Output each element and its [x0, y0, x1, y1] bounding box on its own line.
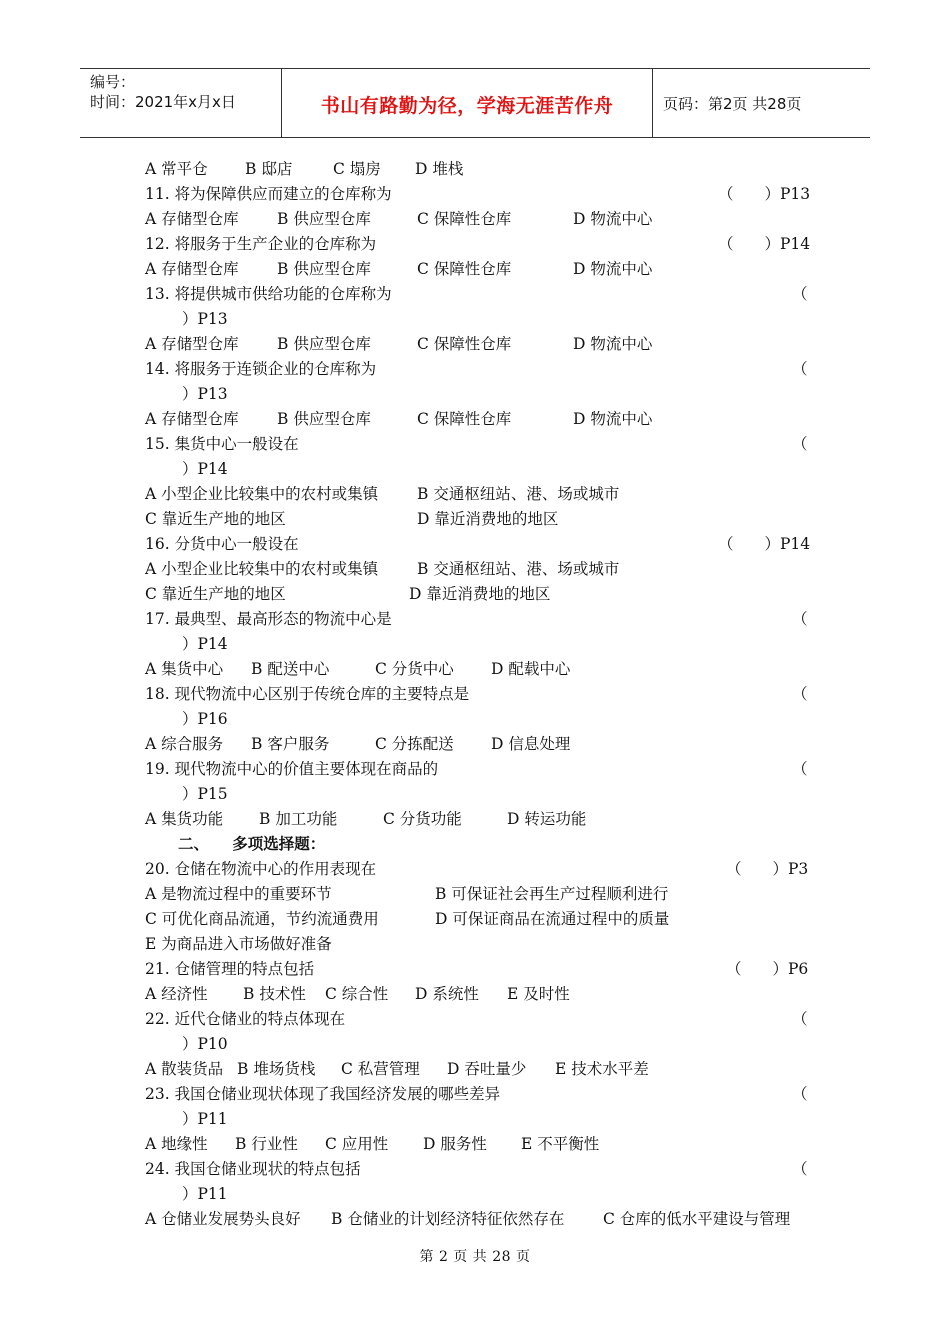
page-reference: （: [792, 1085, 808, 1103]
question-text: 23. 我国仓储业现状体现了我国经济发展的哪些差异: [145, 1085, 501, 1103]
answer-option: B 供应型仓库: [277, 410, 371, 428]
answer-option: D 系统性: [415, 985, 479, 1003]
answer-option: A 小型企业比较集中的农村或集镇: [145, 560, 379, 578]
answer-option: D 物流中心: [573, 210, 653, 228]
answer-option: D 吞吐量少: [447, 1060, 527, 1078]
option-row: [145, 808, 825, 830]
answer-option: C 靠近生产地的地区: [145, 510, 286, 528]
option-row: [145, 158, 825, 180]
answer-option: E 为商品进入市场做好准备: [145, 935, 332, 953]
answer-option: C 分货中心: [375, 660, 454, 678]
question-line: [145, 858, 825, 880]
page-reference-continued: ）P14: [182, 460, 228, 478]
question-text: 21. 仓储管理的特点包括: [145, 960, 315, 978]
answer-option: A 是物流过程中的重要环节: [145, 885, 332, 903]
page-reference-continued: ）P16: [182, 710, 228, 728]
answer-option: B 仓储业的计划经济特征依然存在: [331, 1210, 565, 1228]
answer-option: D 信息处理: [491, 735, 571, 753]
page-reference-continued: ）P10: [182, 1035, 228, 1053]
page-reference: （: [792, 1010, 808, 1028]
question-text: 17. 最典型、最高形态的物流中心是: [145, 610, 392, 628]
answer-option: D 转运功能: [507, 810, 587, 828]
answer-option: C 塌房: [333, 160, 381, 178]
answer-option: B 技术性: [243, 985, 306, 1003]
option-row: [145, 508, 825, 530]
header-meta-cell: [80, 69, 282, 137]
page-reference: （: [792, 435, 808, 453]
question-text: 15. 集货中心一般设在: [145, 435, 299, 453]
answer-option: A 经济性: [145, 985, 208, 1003]
answer-option: A 地缘性: [145, 1135, 208, 1153]
answer-option: A 综合服务: [145, 735, 224, 753]
option-row: [145, 583, 825, 605]
page-reference: （: [792, 360, 808, 378]
option-row: [145, 1058, 825, 1080]
question-line: [145, 1008, 825, 1030]
question-line: [145, 1158, 825, 1180]
option-row: [145, 1133, 825, 1155]
question-line: [145, 283, 825, 305]
question-text: 11. 将为保障供应而建立的仓库称为: [145, 185, 392, 203]
answer-option: A 常平仓: [145, 160, 208, 178]
question-text: 18. 现代物流中心区别于传统仓库的主要特点是: [145, 685, 470, 703]
section-heading: 二、 多项选择题：: [178, 834, 326, 853]
answer-option: C 保障性仓库: [417, 335, 512, 353]
answer-option: C 应用性: [325, 1135, 389, 1153]
answer-option: B 供应型仓库: [277, 210, 371, 228]
answer-option: B 客户服务: [251, 735, 330, 753]
option-row: [145, 908, 825, 930]
question-text: 22. 近代仓储业的特点体现在: [145, 1010, 346, 1028]
answer-option: D 物流中心: [573, 410, 653, 428]
page-reference: （: [792, 685, 808, 703]
question-line: [145, 433, 825, 455]
answer-option: D 靠近消费地的地区: [417, 510, 559, 528]
header-table: [80, 68, 870, 138]
question-text: 13. 将提供城市供给功能的仓库称为: [145, 285, 392, 303]
option-row: [145, 208, 825, 230]
page-reference-continued: ）P13: [182, 310, 228, 328]
option-row: [145, 983, 825, 1005]
answer-option: C 分货功能: [383, 810, 462, 828]
page-reference-continued: ）P11: [182, 1185, 228, 1203]
answer-option: E 技术水平差: [555, 1060, 649, 1078]
page-reference: （: [792, 610, 808, 628]
answer-option: A 存储型仓库: [145, 410, 239, 428]
answer-option: E 及时性: [507, 985, 570, 1003]
page-reference-continued: ）P11: [182, 1110, 228, 1128]
answer-option: C 仓库的低水平建设与管理: [603, 1210, 791, 1228]
answer-option: C 综合性: [325, 985, 389, 1003]
option-row: [145, 1208, 825, 1230]
header-page-label: 页码：第2页 共28页: [663, 95, 802, 113]
answer-option: C 保障性仓库: [417, 260, 512, 278]
answer-option: A 仓储业发展势头良好: [145, 1210, 301, 1228]
question-line: [145, 233, 825, 255]
answer-option: C 保障性仓库: [417, 410, 512, 428]
page-reference: （ ）P6: [726, 960, 809, 978]
header-motto: 书山有路勤为径，学海无涯苦作舟: [320, 95, 614, 117]
option-row: [145, 558, 825, 580]
header-motto-cell: [282, 69, 653, 137]
question-text: 20. 仓储在物流中心的作用表现在: [145, 860, 377, 878]
answer-option: A 集货中心: [145, 660, 224, 678]
page-reference-continued: ）P14: [182, 635, 228, 653]
answer-option: E 不平衡性: [521, 1135, 600, 1153]
option-row: [145, 333, 825, 355]
page-reference: （: [792, 760, 808, 778]
page-reference-continued: ）P15: [182, 785, 228, 803]
answer-option: B 配送中心: [251, 660, 330, 678]
page-reference: （: [792, 1160, 808, 1178]
option-row: [145, 483, 825, 505]
page-reference: （: [792, 285, 808, 303]
answer-option: B 交通枢纽站、港、场或城市: [417, 560, 620, 578]
page-footer: 第 2 页 共 28 页: [419, 1249, 531, 1265]
page-reference-continued: ）P13: [182, 385, 228, 403]
answer-option: B 供应型仓库: [277, 260, 371, 278]
question-text: 24. 我国仓储业现状的特点包括: [145, 1160, 361, 1178]
answer-option: C 私营管理: [341, 1060, 420, 1078]
answer-option: D 服务性: [423, 1135, 487, 1153]
question-line: [145, 358, 825, 380]
answer-option: D 物流中心: [573, 335, 653, 353]
question-line: [145, 183, 825, 205]
answer-option: A 散装货品: [145, 1060, 224, 1078]
answer-option: D 配载中心: [491, 660, 571, 678]
option-row: [145, 883, 825, 905]
option-row: [145, 933, 825, 955]
answer-option: C 可优化商品流通，节约流通费用: [145, 910, 379, 928]
page-reference: （ ）P14: [718, 235, 811, 253]
question-text: 16. 分货中心一般设在: [145, 535, 299, 553]
answer-option: D 物流中心: [573, 260, 653, 278]
answer-option: B 堆场货栈: [237, 1060, 316, 1078]
option-row: [145, 733, 825, 755]
question-text: 19. 现代物流中心的价值主要体现在商品的: [145, 760, 439, 778]
answer-option: B 邸店: [245, 160, 293, 178]
answer-option: B 交通枢纽站、港、场或城市: [417, 485, 620, 503]
answer-option: B 可保证社会再生产过程顺利进行: [435, 885, 669, 903]
option-row: [145, 258, 825, 280]
option-row: [145, 408, 825, 430]
answer-option: A 集货功能: [145, 810, 224, 828]
answer-option: D 可保证商品在流通过程中的质量: [435, 910, 670, 928]
answer-option: D 堆栈: [415, 160, 464, 178]
answer-option: C 保障性仓库: [417, 210, 512, 228]
question-line: [145, 683, 825, 705]
question-line: [145, 1083, 825, 1105]
question-line: [145, 758, 825, 780]
answer-option: B 加工功能: [259, 810, 338, 828]
question-line: [145, 958, 825, 980]
page-reference: （ ）P14: [718, 535, 811, 553]
doc-time-label: 时间：2021年x月x日: [90, 93, 236, 111]
answer-option: B 行业性: [235, 1135, 298, 1153]
answer-option: D 靠近消费地的地区: [409, 585, 551, 603]
answer-option: A 存储型仓库: [145, 210, 239, 228]
doc-code-label: 编号：: [90, 73, 136, 91]
answer-option: A 存储型仓库: [145, 335, 239, 353]
page-reference: （ ）P13: [718, 185, 811, 203]
answer-option: C 分拣配送: [375, 735, 454, 753]
answer-option: A 存储型仓库: [145, 260, 239, 278]
question-text: 14. 将服务于连锁企业的仓库称为: [145, 360, 377, 378]
page-reference: （ ）P3: [726, 860, 809, 878]
question-line: [145, 608, 825, 630]
answer-option: C 靠近生产地的地区: [145, 585, 286, 603]
option-row: [145, 658, 825, 680]
question-line: [145, 533, 825, 555]
answer-option: B 供应型仓库: [277, 335, 371, 353]
question-text: 12. 将服务于生产企业的仓库称为: [145, 235, 377, 253]
header-page-cell: [653, 69, 870, 137]
answer-option: A 小型企业比较集中的农村或集镇: [145, 485, 379, 503]
